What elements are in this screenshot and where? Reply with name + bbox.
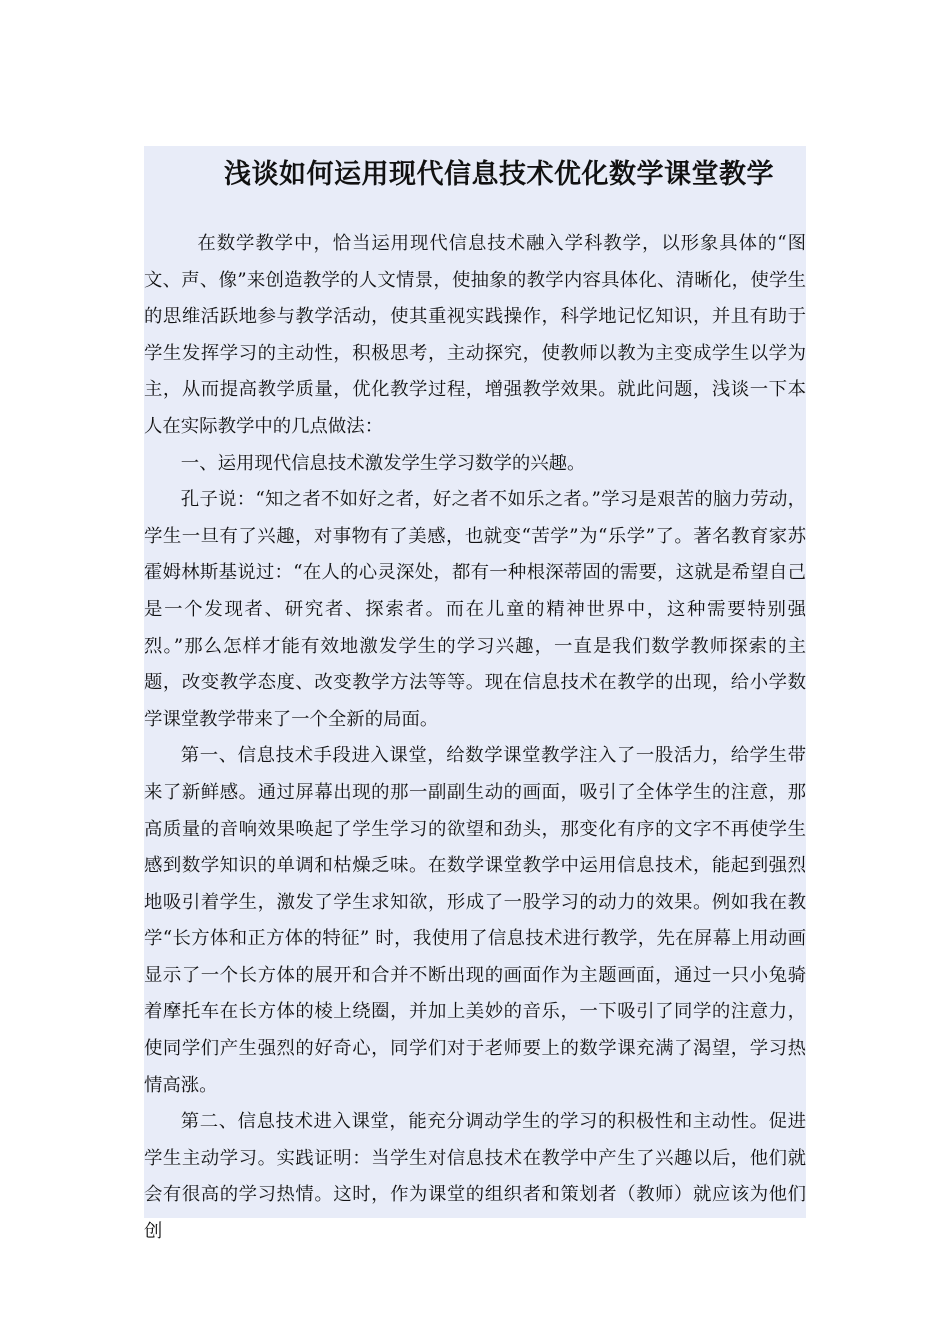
paragraph-introduction: 在数学教学中，恰当运用现代信息技术融入学科教学，以形象具体的“图文、声、像”来创造教学的人文情景，使抽象的教学内容具体化、清晰化，使学生的思维活跃地参与教学活动，使其重视实践操作，科学地记忆知识，并且有助于学生发挥学习的主动性，积极思考，主动探究，使教师以教为主变成学生以学为主，从而提高教学质量，优化教学过程，增强教学效果。就此问题，浅谈一下本人在实际教学中的几点做法： xyxy=(144,233,806,437)
document-title: 浅谈如何运用现代信息技术优化数学课堂教学 xyxy=(224,159,774,190)
document-text-block xyxy=(144,146,806,1243)
paragraph-first-point: 第一、信息技术手段进入课堂，给数学课堂教学注入了一股活力，给学生带来了新鲜感。通过屏幕出现的那一副副生动的画面，吸引了全体学生的注意，那高质量的音响效果唤起了学生学习的欲望和劲头，那变化有序的文字不再使学生感到数学知识的单调和枯燥乏味。在数学课堂教学中运用信息技术，能起到强烈地吸引着学生，激发了学生求知欲，形成了一股学习的动力的效果。例如我在教学“长方体和正方体的特征” 时，我使用了信息技术进行教学，先在屏幕上用动画显示了一个长方体的展开和合并不断出现的画面作为主题画面，通过一只小兔骑着摩托车在长方体的棱上绕圈，并加上美妙的音乐，一下吸引了同学的注意力，使同学们产生强烈的好奇心，同学们对于老师要上的数学课充满了渴望，学习热情高涨。 xyxy=(144,745,806,1096)
document-body xyxy=(144,226,806,1251)
section-heading-1: 一、运用现代信息技术激发学生学习数学的兴趣。 xyxy=(180,452,586,474)
paragraph-second-point: 第二、信息技术进入课堂，能充分调动学生的学习的积极性和主动性。促进学生主动学习。实践证明：当学生对信息技术在教学中产生了兴趣以后，他们就会有很高的学习热情。这时，作为课堂的组织者和策划者（教师）就应该为他们创 xyxy=(144,1111,806,1243)
paragraph-confucius-quote: 孔子说：“知之者不如好之者，好之者不如乐之者。”学习是艰苦的脑力劳动，学生一旦有了兴趣，对事物有了美感，也就变“苦学”为“乐学”了。著名教育家苏霍姆林斯基说过：“在人的心灵深处，都有一种根深蒂固的需要，这就是希望自己是一个发现者、研究者、探索者。而在儿童的精神世界中，这种需要特别强烈。”那么怎样才能有效地激发学生的学习兴趣，一直是我们数学教师探索的主题，改变教学态度、改变教学方法等等。现在信息技术在教学的出现，给小学数学课堂教学带来了一个全新的局面。 xyxy=(144,489,806,730)
